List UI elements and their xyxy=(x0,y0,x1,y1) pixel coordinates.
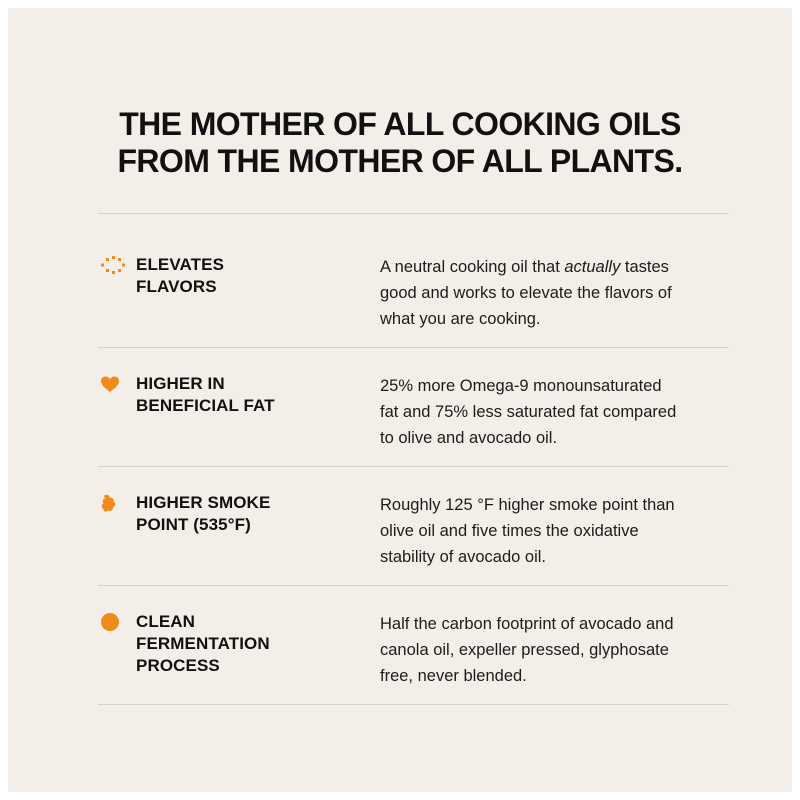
feature-title xyxy=(136,373,336,417)
feature-description-line: fat and 75% less saturated fat compared xyxy=(380,403,677,421)
description-text: A neutral cooking oil that xyxy=(380,258,565,276)
description-text: tastes xyxy=(620,258,669,276)
feature-description-line: olive oil and five times the oxidative xyxy=(380,522,639,540)
feature-description-line xyxy=(380,254,725,280)
circle-icon xyxy=(98,611,128,633)
feature-description xyxy=(380,373,725,451)
divider xyxy=(98,466,729,467)
description-emphasis: actually xyxy=(564,258,621,276)
feature-title-line: HIGHER IN xyxy=(136,374,225,393)
feature-description-line: to olive and avocado oil. xyxy=(380,429,558,447)
divider xyxy=(98,213,729,214)
feature-title-line: FERMENTATION xyxy=(136,634,270,653)
feature-title-line: CLEAN xyxy=(136,612,196,631)
feature-description-line: Roughly 125 °F higher smoke point than xyxy=(380,496,675,514)
feature-title-line: ELEVATES xyxy=(136,255,225,274)
feature-panel xyxy=(8,8,792,792)
sparkle-dots-icon xyxy=(98,254,128,276)
divider xyxy=(98,347,729,348)
feature-title-line: PROCESS xyxy=(136,656,220,675)
feature-description-line: stability of avocado oil. xyxy=(380,548,547,566)
page-title xyxy=(8,106,792,180)
feature-title xyxy=(136,611,336,677)
heart-icon xyxy=(98,373,128,395)
feature-title-line: POINT (535°F) xyxy=(136,515,251,534)
feature-description-line: Half the carbon footprint of avocado and xyxy=(380,615,674,633)
feature-description xyxy=(380,492,725,570)
divider xyxy=(98,585,729,586)
feature-description-line: what you are cooking. xyxy=(380,310,541,328)
feature-description-line: good and works to elevate the flavors of xyxy=(380,284,672,302)
feature-title-line: FLAVORS xyxy=(136,277,217,296)
page-title-line-1: THE MOTHER OF ALL COOKING OILS xyxy=(119,106,681,142)
feature-description xyxy=(380,254,725,332)
feature-description-line: 25% more Omega-9 monounsaturated xyxy=(380,377,662,395)
feature-title-line: HIGHER SMOKE xyxy=(136,493,271,512)
feature-description xyxy=(380,611,725,689)
feature-description-line: free, never blended. xyxy=(380,667,527,685)
feature-title-line: BENEFICIAL FAT xyxy=(136,396,275,415)
feature-title xyxy=(136,492,336,536)
feature-description-line: canola oil, expeller pressed, glyphosate xyxy=(380,641,669,659)
page-title-line-2: FROM THE MOTHER OF ALL PLANTS. xyxy=(117,143,683,179)
flame-blob-icon xyxy=(98,492,128,514)
divider xyxy=(98,704,729,705)
feature-title xyxy=(136,254,336,298)
